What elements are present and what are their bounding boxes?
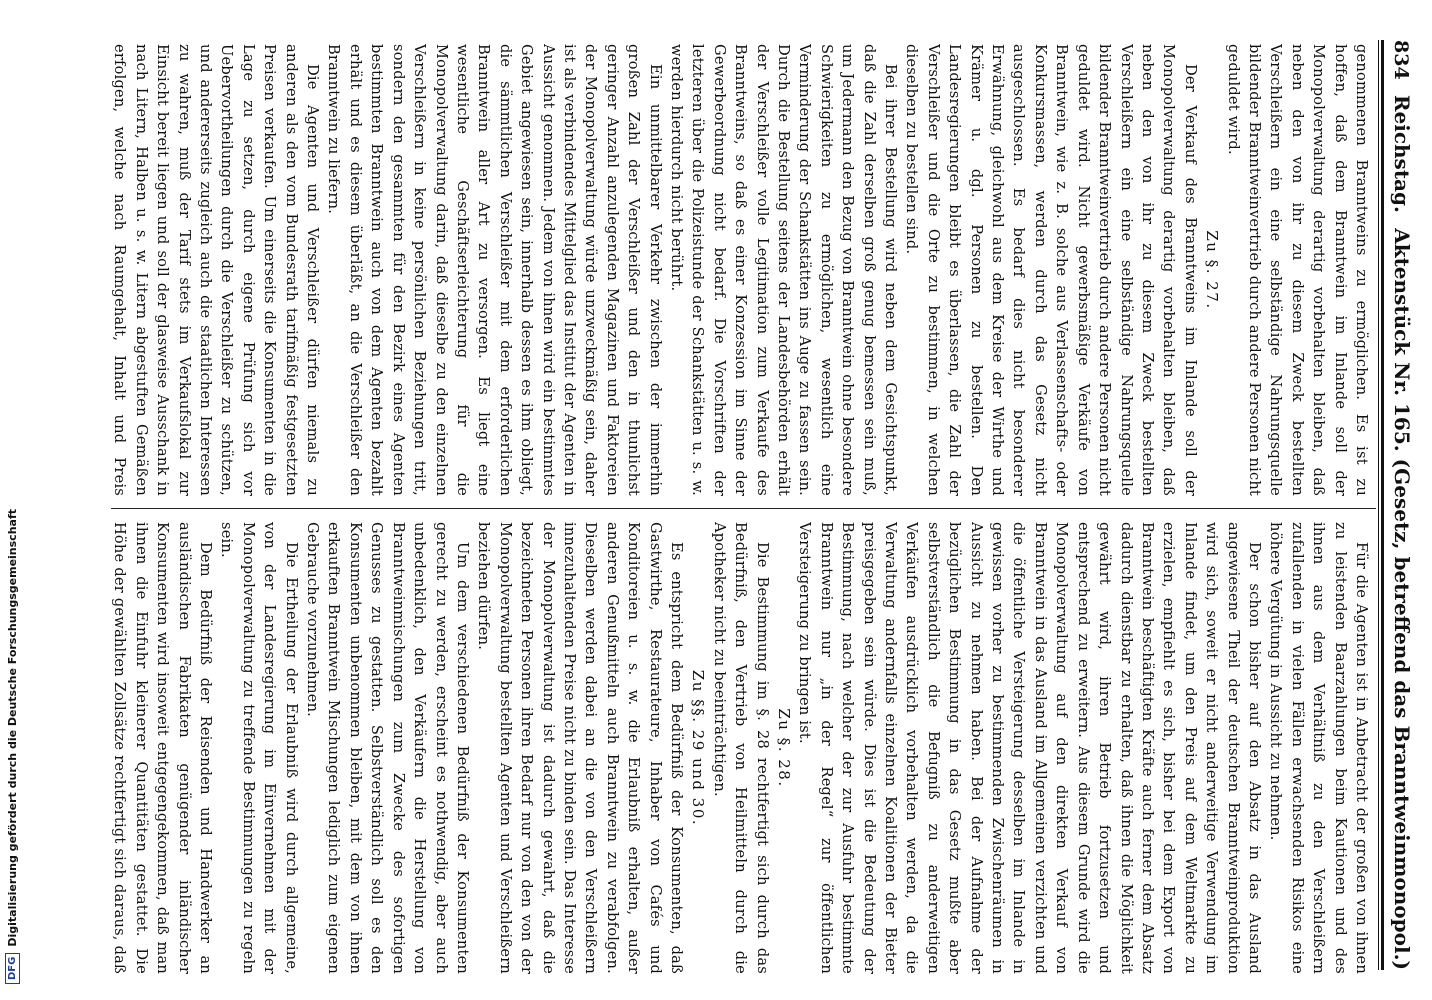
header-subject: Aktenstück Nr. 165. (Gesetz, betreffend das Branntweinmonopol.) bbox=[1390, 228, 1414, 970]
paragraph: Bei ihrer Bestellung wird neben dem Gesichtspunkt, daß die Zahl derselben groß genug bemessen sein muß, um Jedermann den Bezug von Branntwein ohne besondere Schwierigkeiten zu ermöglichen, wesentlich eine Verminderung der Schankstätten ins Auge zu fassen sein. Durch die Bestellung seitens der Landesbehörden erhält der Verschleißer volle Legitimation zum Verkaufe des Branntweins, so daß es einer Konzession im Sinne der Gewerbeordnung nicht bedarf. Die Vorschriften der letzteren über die Polizeistunde der Schankstätten u. s. w. werden hierdurch nicht berührt. bbox=[668, 44, 900, 496]
page-number: 834 bbox=[1390, 40, 1412, 80]
header-source: Reichstag. bbox=[1390, 94, 1414, 213]
paragraph: Die Agenten und Verschleißer dürfen niemals zu anderen als den vom Bundesrath tarifmäßig festgesetzten Preisen verkaufen. Um einerseits die Konsumenten in die Lage zu setzen, durch eigene Prüfung sich vor Uebervortheilungen durch die Verschleißer zu schützen, und andererseits zugleich auch die staatlichen Interessen zu wahren, muß der Tarif stets im Verkaufslokal zur Einsicht bereit liegen und soll der glasweise Ausschank in nach Litern, Halben u. s. w. Litern abgestuften Gemäßen erfolgen, welche nach Raumgehalt, Inhalt und Preis bbox=[111, 44, 322, 496]
page-header bbox=[1390, 40, 1420, 970]
paragraph: genommenen Branntweins zu ermöglichen. Es ist zu hoffen, daß dem Branntwein im Inlande soll der Monopolverwaltung derartig vorbehalten bleiben, daß neben den von ihr zu diesem Zweck bestellten Verschleißern ein eine selbständige Nahrungsquelle bildender Branntweinvertrieb durch andere Personen nicht geduldet wird. bbox=[1224, 44, 1370, 496]
column-divider bbox=[111, 508, 1376, 509]
section-heading: Zu §. 27. bbox=[1203, 230, 1222, 310]
paragraph: Der Verkauf des Branntweins im Inlande soll der Monopolverwaltung derartig vorbehalten bleiben, daß neben den von ihr zu diesem Zweck bestellten Verschleißern ein eine selbständige Nahrungsquelle bildender Branntweinvertrieb durch andere Personen nicht geduldet wird. Nicht gewerbsmäßige Verkäufe von Branntwein, wie z. B. solche aus Verlassenschafts- oder Konkursmassen, werden durch das Gesetz nicht ausgeschlossen. Es bedarf dies nicht besonderer Erwähnung, gleichwohl aus dem Kreise der Wirthe und Krämer u. dgl. Personen zu bestellen. Den Landesregierungen bleibt es überlassen, die Zahl der Verschleißer und die Orte zu bestimmen, in welchen dieselben zu bestellen sind. bbox=[903, 44, 1199, 496]
paragraph: Dem Bedürfniß der Reisenden und Handwerker an ausländischen Fabrikaten genügender inländischer Konsumenten wird insoweit entgegengekommen, daß man ihnen die Einfuhr kleinerer Quantitäten gestattet. Die Höhe der gewählten Zollsätze rechtfertigt sich daraus, daß bbox=[111, 522, 215, 974]
header-rule bbox=[1378, 40, 1384, 970]
section-heading: Zu §§. 29 und 30. bbox=[689, 669, 708, 827]
dfg-logo: DFG bbox=[5, 953, 20, 984]
paragraph: Die Ertheilung der Erlaubniß wird durch allgemeine, von der Landesregierung im Einvernehmen mit der Monopolverwaltung zu treffende Bestimmungen zu regeln sein. bbox=[218, 522, 300, 974]
digitization-sidebar bbox=[0, 0, 28, 1000]
digitization-notice bbox=[3, 4, 21, 984]
section-heading: Zu §. 28. bbox=[775, 708, 794, 788]
paragraph: Der schon bisher auf den Absatz in das Ausland angewiesene Theil der deutschen Branntweinproduktion wird sich, soweit er nicht anderweitige Verwendung im Inlande findet, um den Preis auf dem Weltmarkte zu erzielen, empfiehlt es sich, bisher bei dem Export von Branntwein beschäftigten Kräfte auch ferner dem Absatz dadurch dienstbar zu erhalten, daß ihnen die Möglichkeit gewährt wird, ihren Betrieb fortzusetzen und entsprechend zu erweitern. Aus diesem Grunde wird die Monopolverwaltung auf den direkten Verkauf von Branntwein in das Ausland im Allgemeinen verzichten und die öffentliche Versteigerung desselben im Inlande in gewissen vorher zu bestimmenden Zwischenräumen in Aussicht zu nehmen haben. Bei der Aufnahme der bezüglichen Bestimmung in das Gesetz mußte aber selbstverständlich die Befugniß zu anderweitigen Verkäufen ausdrücklich vorbehalten werden, da die Verwaltung andernfalls einzelnen Koalitionen der Bieter preisgegeben sein würde. Dies ist die Bedeutung der Bestimmung, nach welcher der zur Ausfuhr bestimmte Branntwein nur „in der Regel“ zur öffentlichen Versteigerung zu bringen ist. bbox=[796, 522, 1263, 974]
paragraph: Ein unmittelbarer Verkehr zwischen der immerhin großen Zahl der Verschleißer und den in thunlichst geringer Anzahl anzulegenden Magazinen und Faktoreien der Monopolverwaltung würde unzweckmäßig sein, daher ist als verbindendes Mittelglied das Institut der Agenten in Aussicht genommen. Jedem von ihnen wird ein bestimmtes Gebiet angewiesen sein, innerhalb dessen es ihm obliegt, die sämmtlichen Verschleißer mit dem erforderlichen Branntwein aller Art zu versorgen. Es liegt eine wesentliche Geschäftserleichterung für die Monopolverwaltung darin, daß dieselbe zu den einzelnen Verschleißern in keine persönlichen Beziehungen tritt, sondern den gesammten für den Bezirk eines Agenten bestimmten Branntwein auch von dem Agenten bezahlt erhält und es diesem überläßt, an die Verschleißer den Branntwein zu liefern. bbox=[325, 44, 664, 496]
left-column bbox=[110, 44, 1372, 496]
paragraph: Es entspricht dem Bedürfniß der Konsumenten, daß Gastwirthe, Restaurateure, Inhaber von Cafés und Konditoreien u. s. w. die Erlaubniß erhalten, außer anderen Genußmitteln auch Branntwein zu verabfolgen. Dieselben werden dabei an die von den Verschleißern innezuhaltenden Preise nicht zu binden sein. Das Interesse der Monopolverwaltung ist dadurch gewahrt, daß die bezeichneten Personen ihren Bedarf nur von den von der Monopolverwaltung bestellten Agenten und Verschleißern beziehen dürfen. bbox=[475, 522, 685, 974]
digitization-notice-text: Digitalisierung gefördert durch die Deutsche Forschungsgemeinschaft bbox=[5, 508, 19, 947]
paragraph: Um dem verschiedenen Bedürfniß der Konsumenten gerecht zu werden, erscheint es nothwendig, aber auch unbedenklich, den Verkäufern die Herstellung von Branntweinmischungen zum Zwecke des sofortigen Genusses zu gestatten. Selbstverständlich soll es den Konsumenten unbenommen bleiben, mit dem von ihnen erkauften Branntwein Mischungen lediglich zum eigenen Gebrauche vorzunehmen. bbox=[304, 522, 471, 974]
paragraph: Die Bestimmung im §. 28 rechtfertigt sich durch das Bedürfniß, den Vertrieb von Heilmitteln durch die Apotheker nicht zu beeinträchtigen. bbox=[710, 522, 771, 974]
paragraph: Für die Agenten ist in Anbetracht der großen von ihnen zu leistenden Baarzahlungen beim Kautionen und des ihnen aus dem Verhältniß zu den Verschleißern zufallenden in vielen Fällen erwachsenden Risikos eine höhere Vergütung in Aussicht zu nehmen. bbox=[1267, 522, 1370, 974]
scanned-page bbox=[100, 40, 1420, 974]
right-column bbox=[110, 522, 1372, 974]
